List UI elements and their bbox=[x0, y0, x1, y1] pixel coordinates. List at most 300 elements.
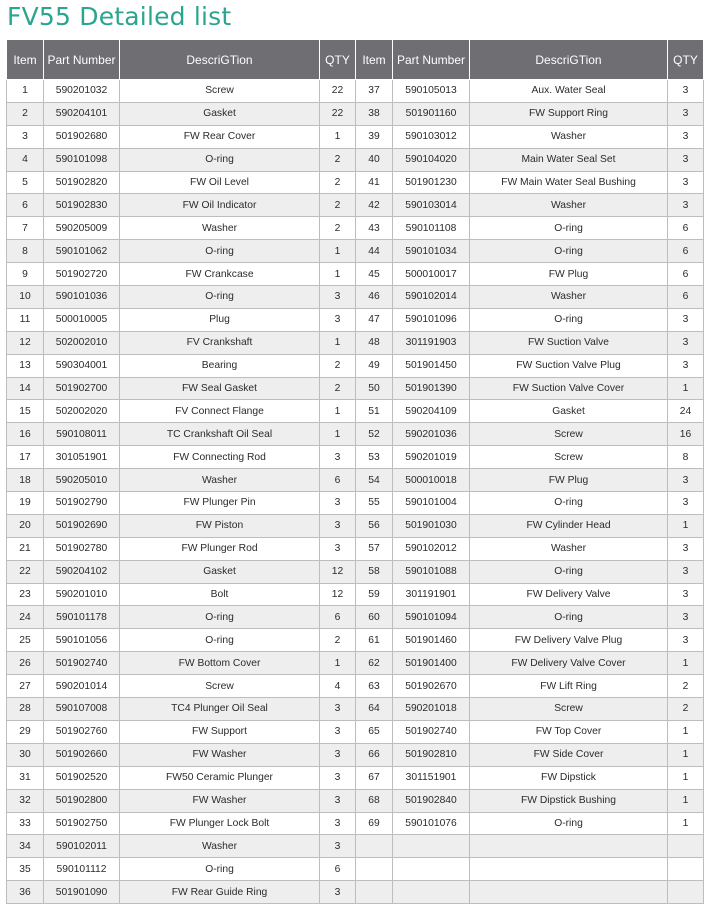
right-item-cell: 43 bbox=[356, 217, 393, 240]
right-qty-cell: 8 bbox=[668, 446, 704, 469]
left-item-cell: 30 bbox=[7, 743, 44, 766]
right-item-cell: 54 bbox=[356, 469, 393, 492]
left-item-cell: 15 bbox=[7, 400, 44, 423]
left-description-cell: O-ring bbox=[120, 148, 320, 171]
left-description-cell: TC Crankshaft Oil Seal bbox=[120, 423, 320, 446]
left-part-number-cell: 501902760 bbox=[44, 720, 120, 743]
left-description-cell: FW Seal Gasket bbox=[120, 377, 320, 400]
right-qty-cell bbox=[668, 881, 704, 904]
left-description-cell: FW Rear Guide Ring bbox=[120, 881, 320, 904]
table-row bbox=[7, 514, 704, 537]
left-qty-cell: 1 bbox=[320, 652, 356, 675]
left-description-cell: FW50 Ceramic Plunger bbox=[120, 766, 320, 789]
right-qty-cell: 3 bbox=[668, 629, 704, 652]
left-qty-cell: 3 bbox=[320, 446, 356, 469]
left-item-cell: 18 bbox=[7, 469, 44, 492]
left-qty-cell: 3 bbox=[320, 286, 356, 309]
left-qty-cell: 3 bbox=[320, 881, 356, 904]
right-item-cell: 60 bbox=[356, 606, 393, 629]
right-part-number-cell: 590101034 bbox=[393, 240, 470, 263]
right-item-cell bbox=[356, 858, 393, 881]
left-description-cell: FW Oil Level bbox=[120, 171, 320, 194]
left-qty-cell: 2 bbox=[320, 171, 356, 194]
left-description-cell: Washer bbox=[120, 469, 320, 492]
left-description-cell: O-ring bbox=[120, 858, 320, 881]
table-row bbox=[7, 835, 704, 858]
right-part-number-cell: 501901450 bbox=[393, 354, 470, 377]
left-part-number-cell: 502002020 bbox=[44, 400, 120, 423]
parts-table bbox=[6, 39, 704, 904]
left-item-cell: 33 bbox=[7, 812, 44, 835]
table-row bbox=[7, 446, 704, 469]
left-item-cell: 13 bbox=[7, 354, 44, 377]
right-description-cell: FW Main Water Seal Bushing bbox=[470, 171, 668, 194]
left-part-number-cell: 501902700 bbox=[44, 377, 120, 400]
left-item-cell: 16 bbox=[7, 423, 44, 446]
right-part-number-cell: 590201018 bbox=[393, 698, 470, 721]
left-item-cell: 22 bbox=[7, 560, 44, 583]
right-part-number-cell: 590201019 bbox=[393, 446, 470, 469]
right-description-cell: Screw bbox=[470, 446, 668, 469]
right-item-cell: 63 bbox=[356, 675, 393, 698]
left-qty-cell: 3 bbox=[320, 492, 356, 515]
left-qty-cell: 1 bbox=[320, 400, 356, 423]
right-part-number-cell: 501902670 bbox=[393, 675, 470, 698]
right-qty-cell bbox=[668, 835, 704, 858]
table-row bbox=[7, 308, 704, 331]
left-item-cell: 36 bbox=[7, 881, 44, 904]
right-qty-cell: 1 bbox=[668, 766, 704, 789]
right-part-number-cell: 501901230 bbox=[393, 171, 470, 194]
left-description-cell: Gasket bbox=[120, 102, 320, 125]
right-item-cell: 66 bbox=[356, 743, 393, 766]
left-item-cell: 4 bbox=[7, 148, 44, 171]
table-row bbox=[7, 286, 704, 309]
left-item-cell: 17 bbox=[7, 446, 44, 469]
left-description-cell: FW Crankcase bbox=[120, 263, 320, 286]
left-item-cell: 9 bbox=[7, 263, 44, 286]
right-description-cell: FW Lift Ring bbox=[470, 675, 668, 698]
left-qty-cell: 2 bbox=[320, 194, 356, 217]
left-part-number-cell: 501902750 bbox=[44, 812, 120, 835]
left-description-cell: Screw bbox=[120, 80, 320, 103]
header-qty: QTY bbox=[320, 40, 356, 80]
table-row bbox=[7, 652, 704, 675]
left-item-cell: 8 bbox=[7, 240, 44, 263]
left-qty-cell: 4 bbox=[320, 675, 356, 698]
right-item-cell: 59 bbox=[356, 583, 393, 606]
right-qty-cell: 3 bbox=[668, 125, 704, 148]
left-part-number-cell: 501902720 bbox=[44, 263, 120, 286]
right-description-cell: O-ring bbox=[470, 240, 668, 263]
right-part-number-cell: 501901030 bbox=[393, 514, 470, 537]
right-qty-cell: 2 bbox=[668, 698, 704, 721]
left-qty-cell: 12 bbox=[320, 583, 356, 606]
right-part-number-cell: 501901160 bbox=[393, 102, 470, 125]
left-part-number-cell: 590204101 bbox=[44, 102, 120, 125]
right-qty-cell: 1 bbox=[668, 652, 704, 675]
right-description-cell: FW Support Ring bbox=[470, 102, 668, 125]
right-description-cell bbox=[470, 835, 668, 858]
left-part-number-cell: 590101036 bbox=[44, 286, 120, 309]
right-part-number-cell: 501902810 bbox=[393, 743, 470, 766]
left-qty-cell: 3 bbox=[320, 308, 356, 331]
right-part-number-cell: 590102012 bbox=[393, 537, 470, 560]
right-item-cell: 50 bbox=[356, 377, 393, 400]
right-qty-cell: 1 bbox=[668, 789, 704, 812]
table-row bbox=[7, 560, 704, 583]
right-description-cell: FW Suction Valve Cover bbox=[470, 377, 668, 400]
left-item-cell: 25 bbox=[7, 629, 44, 652]
left-description-cell: O-ring bbox=[120, 606, 320, 629]
table-row bbox=[7, 812, 704, 835]
right-item-cell: 41 bbox=[356, 171, 393, 194]
left-item-cell: 5 bbox=[7, 171, 44, 194]
left-part-number-cell: 590201010 bbox=[44, 583, 120, 606]
right-qty-cell: 1 bbox=[668, 812, 704, 835]
right-description-cell: FW Side Cover bbox=[470, 743, 668, 766]
right-part-number-cell: 590101088 bbox=[393, 560, 470, 583]
right-item-cell: 65 bbox=[356, 720, 393, 743]
right-description-cell: Aux. Water Seal bbox=[470, 80, 668, 103]
right-item-cell: 48 bbox=[356, 331, 393, 354]
left-part-number-cell: 501902780 bbox=[44, 537, 120, 560]
left-description-cell: FW Washer bbox=[120, 743, 320, 766]
right-qty-cell: 1 bbox=[668, 720, 704, 743]
right-description-cell: Washer bbox=[470, 537, 668, 560]
right-part-number-cell: 501901400 bbox=[393, 652, 470, 675]
table-header-row bbox=[7, 40, 704, 80]
left-qty-cell: 2 bbox=[320, 148, 356, 171]
right-part-number-cell: 501901460 bbox=[393, 629, 470, 652]
right-qty-cell: 3 bbox=[668, 492, 704, 515]
left-qty-cell: 6 bbox=[320, 858, 356, 881]
left-description-cell: FW Washer bbox=[120, 789, 320, 812]
left-qty-cell: 1 bbox=[320, 263, 356, 286]
header-description: DescriGTion bbox=[120, 40, 320, 80]
right-part-number-cell: 590101094 bbox=[393, 606, 470, 629]
left-item-cell: 26 bbox=[7, 652, 44, 675]
right-description-cell: FW Suction Valve bbox=[470, 331, 668, 354]
left-description-cell: FW Connecting Rod bbox=[120, 446, 320, 469]
table-row bbox=[7, 629, 704, 652]
right-qty-cell: 3 bbox=[668, 537, 704, 560]
parts-table-body bbox=[7, 80, 704, 904]
right-description-cell: FW Dipstick bbox=[470, 766, 668, 789]
left-description-cell: Gasket bbox=[120, 560, 320, 583]
right-part-number-cell: 301191903 bbox=[393, 331, 470, 354]
right-description-cell: Washer bbox=[470, 194, 668, 217]
left-qty-cell: 3 bbox=[320, 698, 356, 721]
table-row bbox=[7, 331, 704, 354]
right-qty-cell: 3 bbox=[668, 80, 704, 103]
left-item-cell: 14 bbox=[7, 377, 44, 400]
table-row bbox=[7, 194, 704, 217]
right-description-cell: FW Delivery Valve bbox=[470, 583, 668, 606]
left-description-cell: O-ring bbox=[120, 286, 320, 309]
right-qty-cell: 3 bbox=[668, 583, 704, 606]
right-description-cell: Screw bbox=[470, 698, 668, 721]
right-item-cell: 68 bbox=[356, 789, 393, 812]
left-part-number-cell: 590101112 bbox=[44, 858, 120, 881]
right-item-cell: 38 bbox=[356, 102, 393, 125]
right-qty-cell: 3 bbox=[668, 354, 704, 377]
left-item-cell: 1 bbox=[7, 80, 44, 103]
right-part-number-cell: 590103014 bbox=[393, 194, 470, 217]
table-row bbox=[7, 400, 704, 423]
left-qty-cell: 2 bbox=[320, 354, 356, 377]
left-part-number-cell: 590201014 bbox=[44, 675, 120, 698]
left-description-cell: O-ring bbox=[120, 240, 320, 263]
left-part-number-cell: 501902740 bbox=[44, 652, 120, 675]
left-qty-cell: 3 bbox=[320, 812, 356, 835]
right-qty-cell: 3 bbox=[668, 194, 704, 217]
right-item-cell: 69 bbox=[356, 812, 393, 835]
left-description-cell: FW Plunger Lock Bolt bbox=[120, 812, 320, 835]
right-item-cell: 64 bbox=[356, 698, 393, 721]
right-part-number-cell: 590204109 bbox=[393, 400, 470, 423]
right-item-cell: 62 bbox=[356, 652, 393, 675]
table-row bbox=[7, 858, 704, 881]
left-item-cell: 3 bbox=[7, 125, 44, 148]
left-item-cell: 7 bbox=[7, 217, 44, 240]
right-item-cell: 52 bbox=[356, 423, 393, 446]
left-part-number-cell: 500010005 bbox=[44, 308, 120, 331]
table-row bbox=[7, 698, 704, 721]
header-description: DescriGTion bbox=[470, 40, 668, 80]
right-item-cell bbox=[356, 835, 393, 858]
right-qty-cell: 1 bbox=[668, 377, 704, 400]
header-part-number: Part Number bbox=[393, 40, 470, 80]
left-part-number-cell: 590201032 bbox=[44, 80, 120, 103]
right-qty-cell: 6 bbox=[668, 286, 704, 309]
right-item-cell: 49 bbox=[356, 354, 393, 377]
right-part-number-cell: 301191901 bbox=[393, 583, 470, 606]
left-qty-cell: 1 bbox=[320, 125, 356, 148]
right-qty-cell: 6 bbox=[668, 263, 704, 286]
right-part-number-cell: 590101096 bbox=[393, 308, 470, 331]
right-item-cell: 39 bbox=[356, 125, 393, 148]
right-description-cell: FW Plug bbox=[470, 469, 668, 492]
left-qty-cell: 3 bbox=[320, 743, 356, 766]
header-item: Item bbox=[7, 40, 44, 80]
left-item-cell: 35 bbox=[7, 858, 44, 881]
right-item-cell: 67 bbox=[356, 766, 393, 789]
right-part-number-cell: 501901390 bbox=[393, 377, 470, 400]
table-row bbox=[7, 789, 704, 812]
left-description-cell: Bearing bbox=[120, 354, 320, 377]
right-qty-cell: 3 bbox=[668, 148, 704, 171]
right-part-number-cell: 500010018 bbox=[393, 469, 470, 492]
right-qty-cell: 3 bbox=[668, 308, 704, 331]
left-item-cell: 20 bbox=[7, 514, 44, 537]
right-part-number-cell: 590105013 bbox=[393, 80, 470, 103]
right-part-number-cell: 590102014 bbox=[393, 286, 470, 309]
table-row bbox=[7, 125, 704, 148]
left-part-number-cell: 590101062 bbox=[44, 240, 120, 263]
table-row bbox=[7, 171, 704, 194]
left-description-cell: FW Plunger Pin bbox=[120, 492, 320, 515]
left-part-number-cell: 501901090 bbox=[44, 881, 120, 904]
left-description-cell: FV Connect Flange bbox=[120, 400, 320, 423]
left-part-number-cell: 590304001 bbox=[44, 354, 120, 377]
right-qty-cell: 16 bbox=[668, 423, 704, 446]
right-qty-cell: 3 bbox=[668, 560, 704, 583]
right-qty-cell: 1 bbox=[668, 514, 704, 537]
right-description-cell: FW Plug bbox=[470, 263, 668, 286]
right-part-number-cell: 501902840 bbox=[393, 789, 470, 812]
left-description-cell: Screw bbox=[120, 675, 320, 698]
left-description-cell: FW Rear Cover bbox=[120, 125, 320, 148]
left-description-cell: FV Crankshaft bbox=[120, 331, 320, 354]
right-part-number-cell bbox=[393, 835, 470, 858]
right-qty-cell: 3 bbox=[668, 606, 704, 629]
left-item-cell: 34 bbox=[7, 835, 44, 858]
left-qty-cell: 22 bbox=[320, 102, 356, 125]
right-qty-cell: 3 bbox=[668, 102, 704, 125]
right-item-cell: 40 bbox=[356, 148, 393, 171]
right-item-cell: 58 bbox=[356, 560, 393, 583]
left-part-number-cell: 501902520 bbox=[44, 766, 120, 789]
right-description-cell: FW Delivery Valve Cover bbox=[470, 652, 668, 675]
right-item-cell: 53 bbox=[356, 446, 393, 469]
right-description-cell: Washer bbox=[470, 125, 668, 148]
right-part-number-cell: 590103012 bbox=[393, 125, 470, 148]
left-part-number-cell: 590205009 bbox=[44, 217, 120, 240]
right-part-number-cell: 501902740 bbox=[393, 720, 470, 743]
left-qty-cell: 3 bbox=[320, 720, 356, 743]
right-part-number-cell: 590101108 bbox=[393, 217, 470, 240]
table-row bbox=[7, 881, 704, 904]
right-description-cell: FW Dipstick Bushing bbox=[470, 789, 668, 812]
left-part-number-cell: 590205010 bbox=[44, 469, 120, 492]
right-description-cell: O-ring bbox=[470, 308, 668, 331]
left-part-number-cell: 590107008 bbox=[44, 698, 120, 721]
right-qty-cell: 3 bbox=[668, 469, 704, 492]
left-item-cell: 12 bbox=[7, 331, 44, 354]
table-row bbox=[7, 469, 704, 492]
left-item-cell: 2 bbox=[7, 102, 44, 125]
right-description-cell bbox=[470, 858, 668, 881]
left-item-cell: 19 bbox=[7, 492, 44, 515]
left-part-number-cell: 590101178 bbox=[44, 606, 120, 629]
left-item-cell: 27 bbox=[7, 675, 44, 698]
left-item-cell: 31 bbox=[7, 766, 44, 789]
left-qty-cell: 22 bbox=[320, 80, 356, 103]
page-title: FV55 Detailed list bbox=[7, 2, 232, 31]
left-description-cell: FW Support bbox=[120, 720, 320, 743]
right-description-cell: FW Cylinder Head bbox=[470, 514, 668, 537]
table-row bbox=[7, 102, 704, 125]
left-description-cell: FW Bottom Cover bbox=[120, 652, 320, 675]
left-part-number-cell: 501902790 bbox=[44, 492, 120, 515]
right-description-cell: O-ring bbox=[470, 812, 668, 835]
left-item-cell: 11 bbox=[7, 308, 44, 331]
right-description-cell: Gasket bbox=[470, 400, 668, 423]
right-item-cell: 37 bbox=[356, 80, 393, 103]
left-part-number-cell: 590108011 bbox=[44, 423, 120, 446]
right-description-cell: O-ring bbox=[470, 560, 668, 583]
right-part-number-cell bbox=[393, 881, 470, 904]
left-description-cell: Washer bbox=[120, 835, 320, 858]
left-qty-cell: 1 bbox=[320, 331, 356, 354]
left-description-cell: O-ring bbox=[120, 629, 320, 652]
left-qty-cell: 3 bbox=[320, 835, 356, 858]
table-row bbox=[7, 492, 704, 515]
left-qty-cell: 2 bbox=[320, 217, 356, 240]
right-part-number-cell: 590104020 bbox=[393, 148, 470, 171]
table-row bbox=[7, 240, 704, 263]
left-part-number-cell: 501902660 bbox=[44, 743, 120, 766]
right-part-number-cell: 500010017 bbox=[393, 263, 470, 286]
right-description-cell: FW Top Cover bbox=[470, 720, 668, 743]
left-qty-cell: 3 bbox=[320, 789, 356, 812]
right-qty-cell: 6 bbox=[668, 240, 704, 263]
left-description-cell: Plug bbox=[120, 308, 320, 331]
left-description-cell: FW Plunger Rod bbox=[120, 537, 320, 560]
table-row bbox=[7, 148, 704, 171]
header-item: Item bbox=[356, 40, 393, 80]
table-row bbox=[7, 720, 704, 743]
left-part-number-cell: 501902820 bbox=[44, 171, 120, 194]
table-row bbox=[7, 606, 704, 629]
table-row bbox=[7, 743, 704, 766]
right-item-cell bbox=[356, 881, 393, 904]
table-row bbox=[7, 263, 704, 286]
left-part-number-cell: 501902830 bbox=[44, 194, 120, 217]
table-row bbox=[7, 766, 704, 789]
right-qty-cell: 6 bbox=[668, 217, 704, 240]
left-item-cell: 23 bbox=[7, 583, 44, 606]
right-description-cell: Main Water Seal Set bbox=[470, 148, 668, 171]
right-description-cell: Washer bbox=[470, 286, 668, 309]
right-item-cell: 56 bbox=[356, 514, 393, 537]
left-part-number-cell: 590101098 bbox=[44, 148, 120, 171]
right-qty-cell bbox=[668, 858, 704, 881]
left-qty-cell: 3 bbox=[320, 766, 356, 789]
right-part-number-cell: 590101004 bbox=[393, 492, 470, 515]
right-item-cell: 45 bbox=[356, 263, 393, 286]
right-description-cell: O-ring bbox=[470, 606, 668, 629]
header-part-number: Part Number bbox=[44, 40, 120, 80]
table-row bbox=[7, 423, 704, 446]
right-qty-cell: 24 bbox=[668, 400, 704, 423]
right-part-number-cell: 301151901 bbox=[393, 766, 470, 789]
left-qty-cell: 1 bbox=[320, 240, 356, 263]
right-item-cell: 46 bbox=[356, 286, 393, 309]
left-qty-cell: 6 bbox=[320, 606, 356, 629]
right-part-number-cell: 590101076 bbox=[393, 812, 470, 835]
left-part-number-cell: 590101056 bbox=[44, 629, 120, 652]
left-part-number-cell: 501902690 bbox=[44, 514, 120, 537]
right-item-cell: 57 bbox=[356, 537, 393, 560]
right-description-cell: O-ring bbox=[470, 217, 668, 240]
left-part-number-cell: 501902800 bbox=[44, 789, 120, 812]
right-item-cell: 51 bbox=[356, 400, 393, 423]
left-qty-cell: 1 bbox=[320, 423, 356, 446]
header-qty: QTY bbox=[668, 40, 704, 80]
table-row bbox=[7, 675, 704, 698]
right-item-cell: 42 bbox=[356, 194, 393, 217]
left-item-cell: 29 bbox=[7, 720, 44, 743]
left-item-cell: 32 bbox=[7, 789, 44, 812]
left-qty-cell: 6 bbox=[320, 469, 356, 492]
right-qty-cell: 3 bbox=[668, 171, 704, 194]
table-row bbox=[7, 354, 704, 377]
right-description-cell: FW Delivery Valve Plug bbox=[470, 629, 668, 652]
right-item-cell: 47 bbox=[356, 308, 393, 331]
left-qty-cell: 12 bbox=[320, 560, 356, 583]
